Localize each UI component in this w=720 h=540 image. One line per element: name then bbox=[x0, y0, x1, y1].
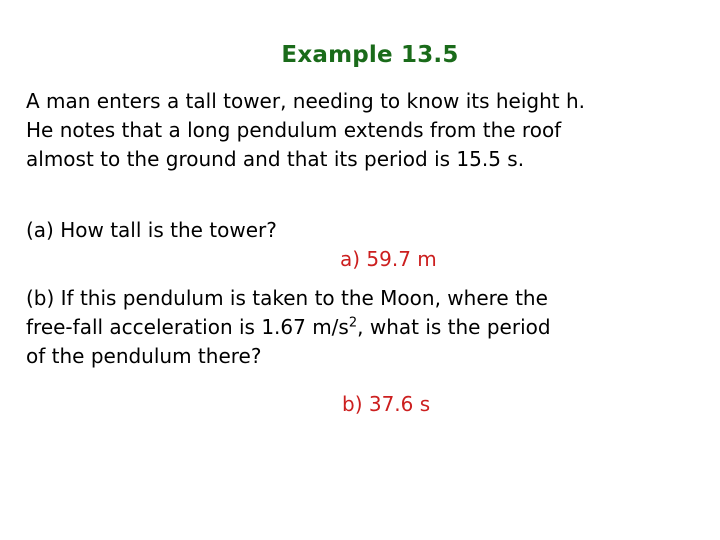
problem-statement bbox=[26, 87, 585, 174]
problem-line-1: A man enters a tall tower, needing to know its height h. bbox=[26, 89, 586, 113]
exponent: 2 bbox=[348, 315, 358, 331]
answer-b: b) 37.6 s bbox=[342, 392, 431, 416]
question-b-line-2-end: , what is the period bbox=[357, 315, 551, 339]
problem-line-2: He notes that a long pendulum extends from the roof bbox=[26, 118, 562, 142]
question-b-line-2 bbox=[26, 313, 551, 342]
question-a bbox=[26, 216, 277, 245]
answer-a: a) 59.7 m bbox=[340, 247, 437, 271]
question-b-line-1: (b) If this pendulum is taken to the Moon, where the bbox=[26, 286, 548, 310]
question-b-line-2-start: free-fall acceleration is 1.67 m/s bbox=[26, 315, 349, 339]
question-a-text: (a) How tall is the tower? bbox=[26, 218, 277, 242]
problem-line-3: almost to the ground and that its period is 15.5 s. bbox=[26, 147, 525, 171]
question-b-line-3: of the pendulum there? bbox=[26, 344, 262, 368]
question-b bbox=[26, 284, 551, 371]
slide-title: Example 13.5 bbox=[281, 42, 459, 68]
